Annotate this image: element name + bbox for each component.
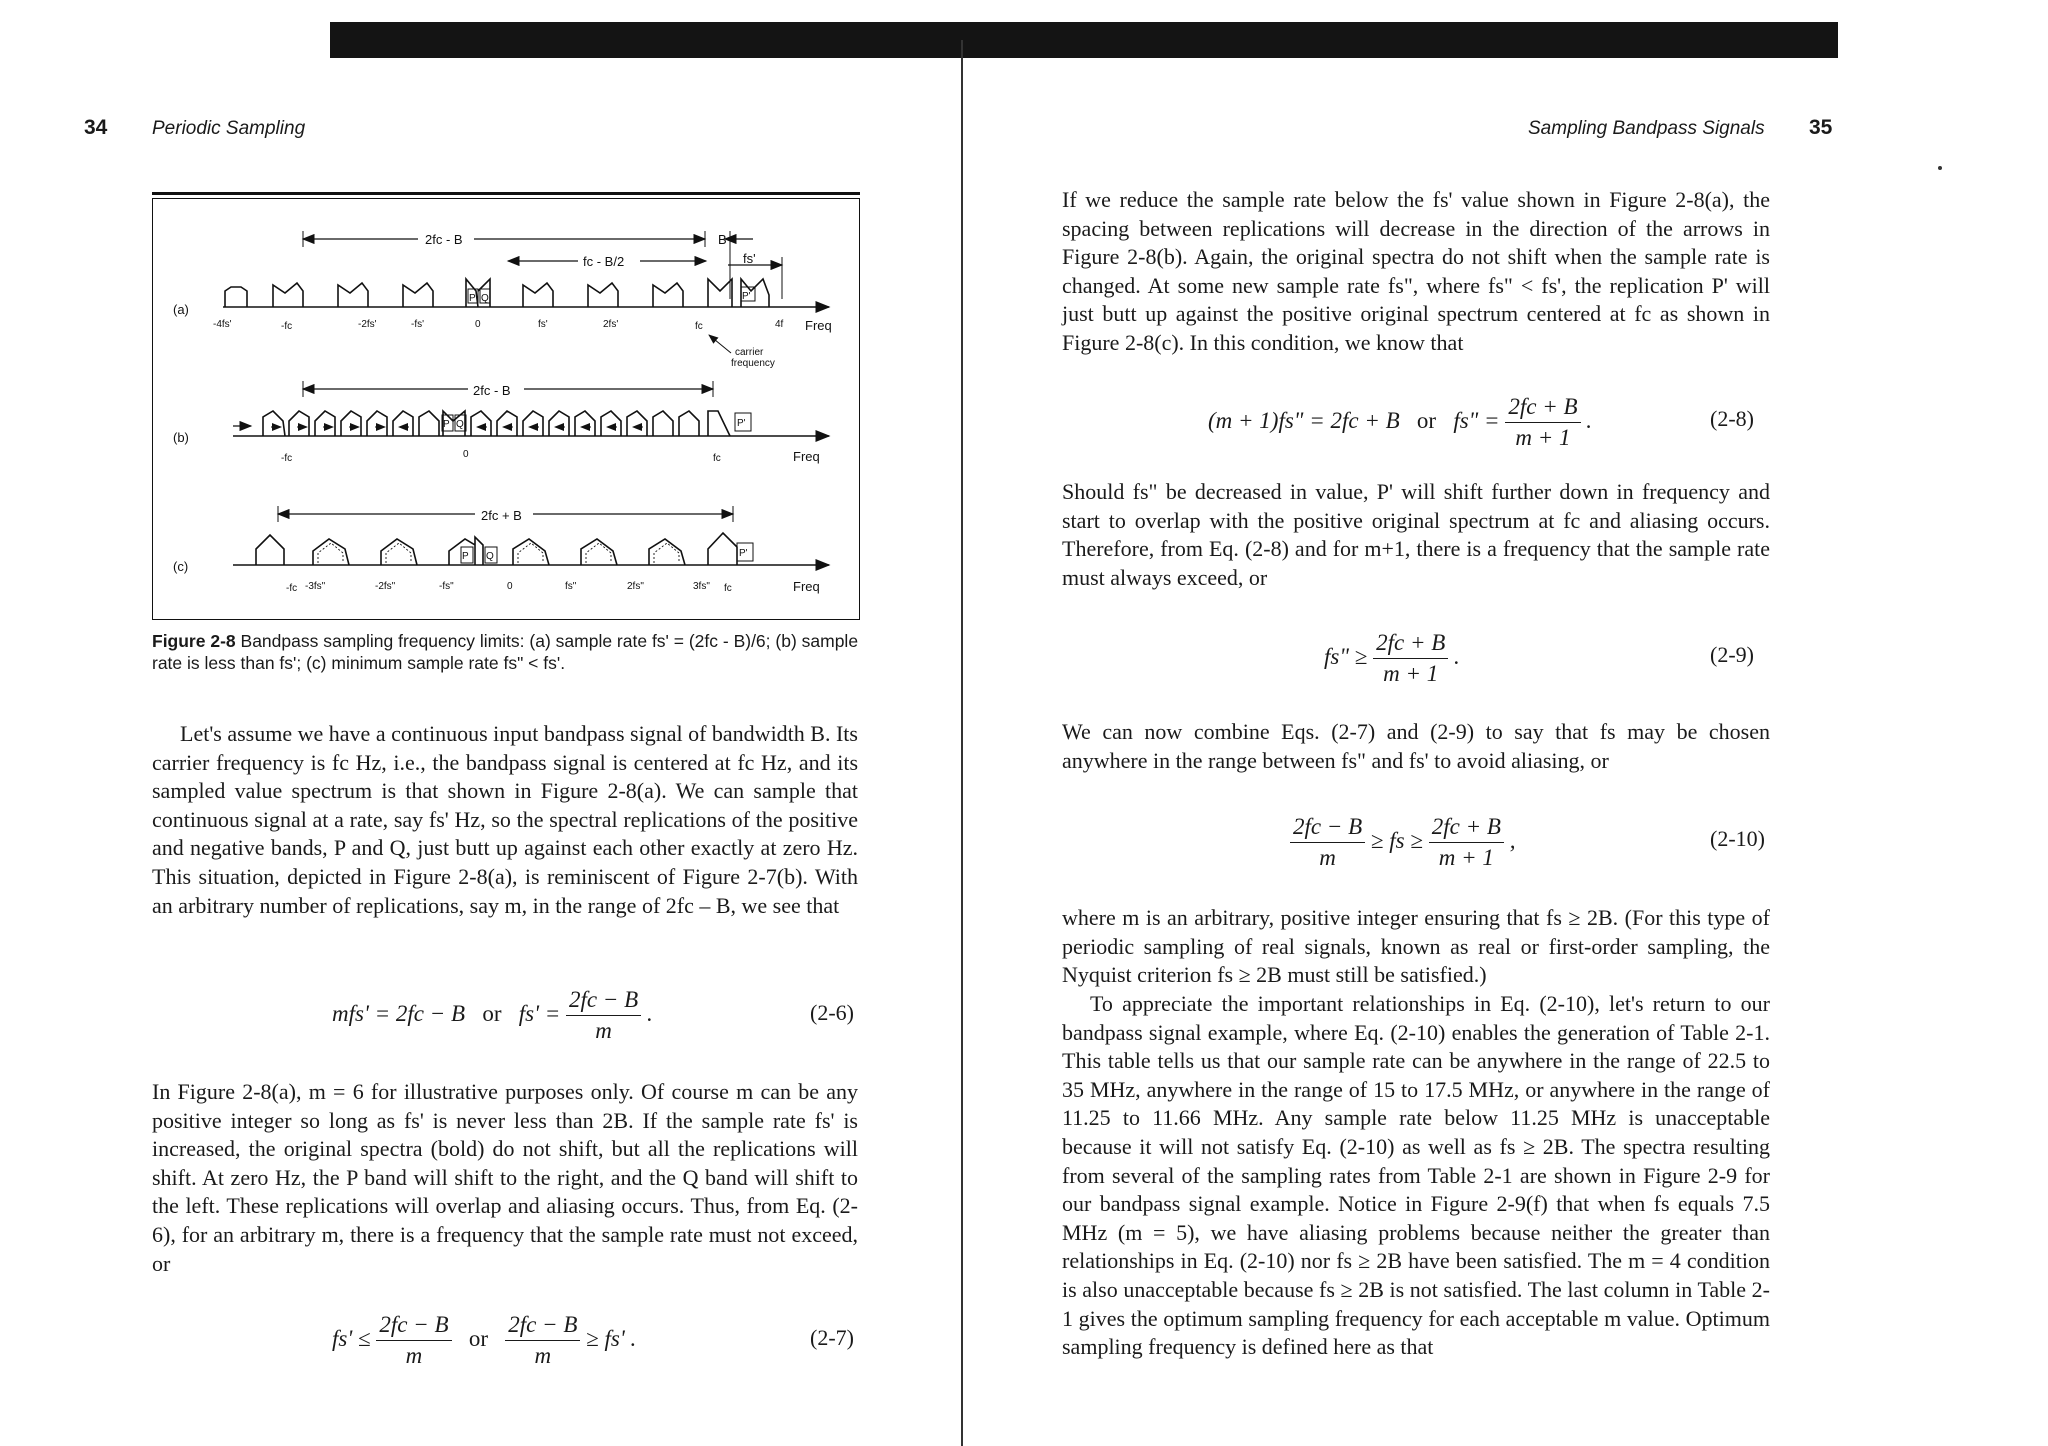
figure-caption: [152, 630, 872, 674]
paragraph: In Figure 2-8(a), m = 6 for illustrative purposes only. Of course m can be any positive integer so long as fs' is never less than 2B. If the sample rate fs' is increased, the original spectra (bold) do not shift, but all the replications will shift. At zero Hz, the P band will shift to the right, and the Q band will shift to the left. These replications will overlap and aliasing occurs. Thus, from Eq. (2-6), for an arbitrary m, there is a frequency that the sample rate must not exceed, or: [152, 1079, 858, 1276]
caption-text: Bandpass sampling frequency limits: (a) sample rate fs' = (2fc - B)/6; (b) sample rate is less than fs'; (c) minimum sample rate fs" < fs'.: [152, 631, 859, 673]
panel-c: [233, 506, 829, 594]
eq-denominator: m: [405, 1343, 423, 1368]
eq-fraction: [1373, 628, 1448, 689]
tick-c-neg-2fs: -2fs": [375, 581, 396, 592]
tick-a-neg-2fs: -2fs': [358, 319, 377, 330]
page-number: 34: [84, 116, 108, 139]
eq-numerator: 2fc − B: [376, 1310, 451, 1341]
equation-2-9: [1324, 628, 1460, 689]
band-b-p-prime: P': [737, 418, 746, 429]
band-b-p: P: [443, 419, 450, 430]
tick-a-fs: fs': [538, 319, 548, 330]
eq-lhs: fs' ≤: [332, 1325, 371, 1351]
band-c-p: P: [462, 551, 469, 562]
left-page: [0, 0, 960, 1446]
eq-fs: fs" =: [1453, 407, 1500, 433]
dim-a-2fc-minus-b: 2fc - B: [425, 232, 463, 247]
eq-denominator: m: [595, 1018, 612, 1043]
eq-numerator: 2fc − B: [1290, 812, 1365, 843]
eq-or: or: [468, 1325, 488, 1351]
tick-c-neg-fs: -fs": [439, 581, 454, 592]
eq-tail: .: [646, 1000, 653, 1026]
eq-lhs: fs" ≥: [1324, 643, 1368, 669]
figure-top-rule: [152, 192, 860, 195]
panel-b: [233, 381, 829, 464]
tick-c-3fs: 3fs": [693, 581, 710, 592]
band-c-q: Q: [486, 551, 494, 562]
eq-numerator: 2fc − B: [505, 1310, 580, 1341]
tick-c-zero: 0: [507, 581, 513, 592]
tick-c-neg-fc: -fc: [286, 583, 298, 594]
equation-number: (2-8): [1710, 406, 1754, 431]
equation-2-8: [1208, 392, 1592, 453]
band-c-p-prime: P': [739, 548, 748, 559]
paragraph: If we reduce the sample rate below the fs' value shown in Figure 2-8(a), the spacing between replications will decrease in the direction of the arrows in Figure 2-8(b). Again, the original spectra do not shift when the sample rate is changed. At some new sample rate fs", where fs" < fs', the replication P' will just butt up against the positive original spectrum centered at fc as shown in Figure 2-8(c). In this condition, we know that: [1062, 187, 1770, 355]
eq-denominator: m + 1: [1438, 845, 1494, 870]
ticks-c: [286, 581, 732, 594]
caption-label: Figure 2-8: [152, 631, 236, 651]
panel-label-b: (b): [173, 430, 189, 445]
carrier-label: carrier: [735, 347, 764, 358]
equation-number: (2-6): [810, 1000, 854, 1025]
equation-2-10: [1290, 812, 1515, 873]
replica-outlines-c: [318, 543, 679, 563]
tick-c-fs: fs": [565, 581, 577, 592]
eq-or: or: [1416, 407, 1437, 433]
eq-rhs: ≥ fs' .: [586, 1325, 637, 1351]
tick-b-zero: 0: [463, 449, 469, 460]
spectra-diagram: [153, 199, 859, 619]
eq-fraction: [1290, 812, 1365, 873]
tick-a-fc: fc: [695, 321, 703, 332]
paragraph: Let's assume we have a continuous input bandpass signal of bandwidth B. Its carrier frequency is fc Hz, i.e., the bandpass signal is centered at fc Hz, and its sampled value spectrum is that shown in Figure 2-8(a). We can sample that continuous signal at a rate, say fs' Hz, so the spectral replications of the positive and negative bands, P and Q, just butt up against each other exactly at zero Hz. This situation, depicted in Figure 2-8(a), is reminiscent of Figure 2-7(b). With an arbitrary number of replications, say m, in the range of 2fc – B, we see that: [152, 721, 858, 918]
eq-numerator: 2fc − B: [566, 985, 641, 1016]
band-a-p-prime: P': [742, 291, 751, 302]
eq-tail: ,: [1509, 827, 1516, 853]
eq-numerator: 2fc + B: [1429, 812, 1504, 843]
ticks-a: [213, 319, 784, 332]
dim-b-2fc-minus-b: 2fc - B: [473, 383, 511, 398]
equation-number: (2-10): [1710, 826, 1765, 851]
eq-fraction: [505, 1310, 580, 1371]
right-page: [964, 0, 2048, 1446]
eq-or: or: [482, 1000, 502, 1026]
paragraph: We can now combine Eqs. (2-7) and (2-9) to say that fs may be chosen anywhere in the range between fs" and fs' to avoid aliasing, or: [1062, 719, 1770, 773]
freq-label-c: Freq: [793, 579, 820, 594]
freq-label-b: Freq: [793, 449, 820, 464]
tick-a-neg-fs: -fs': [411, 319, 425, 330]
equation-number: (2-9): [1710, 642, 1754, 667]
eq-lhs: (m + 1)fs" = 2fc + B: [1208, 407, 1400, 433]
dim-c-2fc-plus-b: 2fc + B: [481, 508, 522, 523]
paragraph: where m is an arbitrary, positive integer ensuring that fs ≥ 2B. (For this type of periodic sampling of real signals, known as real or first-order sampling, the Nyquist criterion fs ≥ 2B must still be satisfied.): [1062, 905, 1770, 988]
tick-b-neg-fc: -fc: [281, 453, 293, 464]
eq-denominator: m + 1: [1515, 425, 1571, 450]
paragraph: Should fs" be decreased in value, P' will shift further down in frequency and start to overlap with the positive original spectrum at fc and aliasing occurs. Therefore, from Eq. (2-8) and for m+1, there is a frequency that the sample rate must always exceed, or: [1062, 479, 1770, 590]
eq-fraction: [566, 985, 641, 1046]
eq-tail: .: [1586, 407, 1593, 433]
dim-a-fc-minus-b2: fc - B/2: [583, 254, 625, 269]
tick-c-neg-3fs: -3fs": [305, 581, 326, 592]
tick-a-neg-fc: -fc: [281, 321, 293, 332]
figure-2-8: [152, 198, 860, 620]
eq-fraction: [1429, 812, 1504, 873]
paragraph: To appreciate the important relationships in Eq. (2-10), let's return to our bandpass signal example, where Eq. (2-10) enables the generation of Table 2-1. This table tells us that our sample rate can be anywhere in the range of 22.5 to 35 MHz, anywhere in the range of 15 to 17.5 MHz, or anywhere in the range of 11.25 to 11.66 MHz. Any sample rate below 11.25 MHz is unacceptable because it will not satisfy Eq. (2-10) as well as fs ≥ 2B. The spectra resulting from several of the sampling rates from Table 2-1 are shown in Figure 2-9 for our bandpass signal example. Notice in Figure 2-9(f) that when fs equals 7.5 MHz (m = 5), we have aliasing problems because neither the greater than relationships in Eq. (2-10) nor fs ≥ 2B have been satisfied. The m = 4 condition is also unacceptable because fs ≥ 2B is not satisfied. The last column in Table 2-1 gives the optimum sampling frequency for each acceptable m value. Optimum sampling frequency is defined here as that: [1062, 991, 1770, 1360]
tick-a-2fs: 2fs': [603, 319, 619, 330]
band-b-q: Q: [456, 419, 464, 430]
dim-a-fs: fs': [743, 251, 756, 266]
running-head: Periodic Sampling: [152, 118, 306, 139]
equation-2-7: [332, 1310, 636, 1371]
eq-fraction: [1505, 392, 1580, 453]
dim-a-b: B: [718, 232, 727, 247]
tick-a-4f: 4f: [775, 319, 784, 330]
eq-denominator: m: [1319, 845, 1336, 870]
panel-label-a: (a): [173, 302, 189, 317]
panel-label-c: (c): [173, 559, 189, 574]
book-gutter: [961, 40, 963, 1446]
eq-numerator: 2fc + B: [1373, 628, 1448, 659]
tick-c-fc: fc: [724, 583, 732, 594]
tick-a-zero: 0: [475, 319, 481, 330]
tick-a-neg-4fs: -4fs': [213, 319, 232, 330]
eq-denominator: m + 1: [1383, 661, 1439, 686]
eq-middle: ≥ fs ≥: [1370, 827, 1424, 853]
band-a-q: Q: [481, 293, 489, 304]
band-a-p: P: [469, 293, 476, 304]
eq-tail: .: [1454, 643, 1460, 669]
eq-lhs: mfs' = 2fc − B: [332, 1000, 466, 1026]
running-head: Sampling Bandpass Signals: [1528, 118, 1765, 139]
tick-b-fc: fc: [713, 453, 721, 464]
eq-denominator: m: [534, 1343, 552, 1368]
eq-fraction: [376, 1310, 451, 1371]
eq-numerator: 2fc + B: [1505, 392, 1580, 423]
page-number: 35: [1809, 116, 1833, 139]
equation-number: (2-7): [810, 1325, 854, 1350]
freq-label-a: Freq: [805, 318, 832, 333]
panel-a: [213, 230, 832, 369]
equation-2-6: [332, 985, 653, 1046]
carrier-frequency-label: frequency: [731, 358, 775, 369]
tick-c-2fs: 2fs": [627, 581, 644, 592]
eq-fs: fs' =: [518, 1000, 561, 1026]
